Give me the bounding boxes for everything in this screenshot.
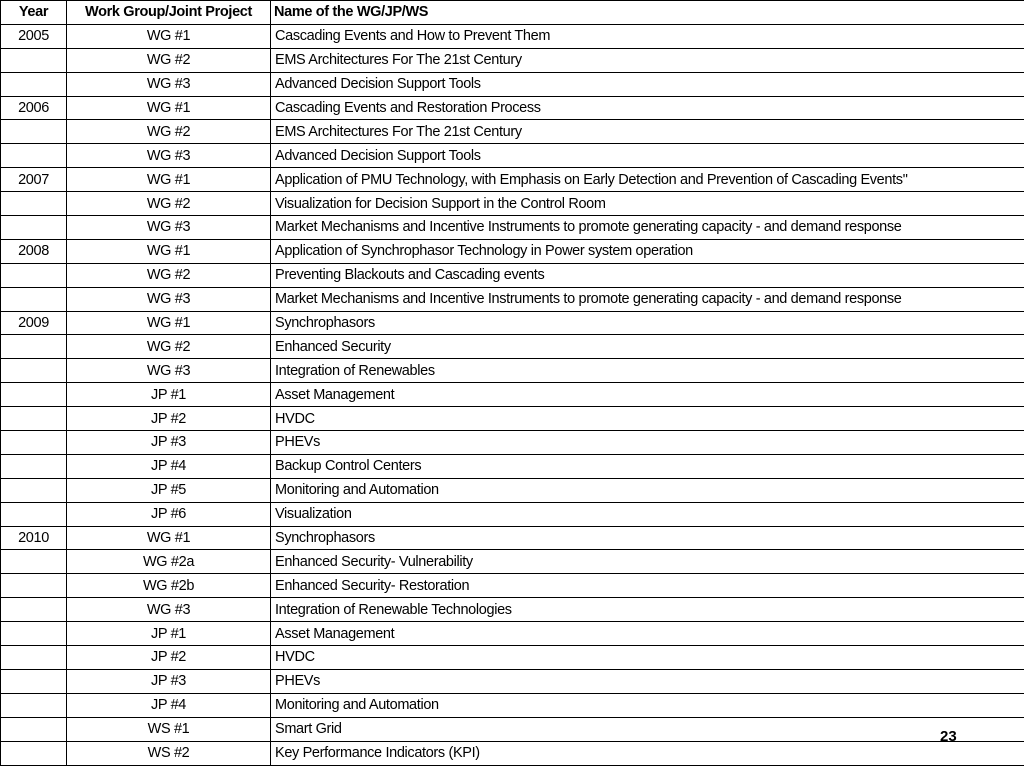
- cell-work-group: WG #2a: [67, 550, 271, 574]
- cell-name: Synchrophasors: [271, 526, 1024, 550]
- cell-year: [1, 669, 67, 693]
- cell-work-group: WG #2b: [67, 574, 271, 598]
- cell-year: [1, 72, 67, 96]
- cell-name: Monitoring and Automation: [271, 478, 1024, 502]
- table-row: [1, 383, 1024, 407]
- table-row: [1, 526, 1024, 550]
- table-row: [1, 646, 1024, 670]
- cell-work-group: WG #2: [67, 120, 271, 144]
- cell-work-group: JP #2: [67, 646, 271, 670]
- cell-name: Advanced Decision Support Tools: [271, 72, 1024, 96]
- table-row: [1, 502, 1024, 526]
- cell-work-group: JP #5: [67, 478, 271, 502]
- cell-work-group: JP #3: [67, 431, 271, 455]
- cell-name: Smart Grid: [271, 717, 1024, 741]
- cell-name: Backup Control Centers: [271, 454, 1024, 478]
- header-year: Year: [1, 1, 67, 25]
- cell-year: [1, 622, 67, 646]
- cell-year: [1, 550, 67, 574]
- table-row: [1, 168, 1024, 192]
- cell-work-group: JP #1: [67, 383, 271, 407]
- cell-name: Enhanced Security: [271, 335, 1024, 359]
- cell-name: Application of PMU Technology, with Emphasis on Early Detection and Prevention of Cascading Events": [271, 168, 1024, 192]
- table-row: [1, 335, 1024, 359]
- cell-name: Cascading Events and Restoration Process: [271, 96, 1024, 120]
- table-row: [1, 263, 1024, 287]
- cell-year: [1, 359, 67, 383]
- cell-year: 2010: [1, 526, 67, 550]
- cell-work-group: WS #1: [67, 717, 271, 741]
- cell-year: [1, 192, 67, 216]
- cell-name: EMS Architectures For The 21st Century: [271, 48, 1024, 72]
- cell-work-group: WG #2: [67, 263, 271, 287]
- table-row: [1, 407, 1024, 431]
- table-row: [1, 717, 1024, 741]
- table-row: [1, 72, 1024, 96]
- cell-year: [1, 263, 67, 287]
- cell-name: Enhanced Security- Restoration: [271, 574, 1024, 598]
- cell-year: [1, 693, 67, 717]
- header-work-group: Work Group/Joint Project: [67, 1, 271, 25]
- table-row: [1, 431, 1024, 455]
- cell-name: PHEVs: [271, 669, 1024, 693]
- cell-work-group: JP #4: [67, 454, 271, 478]
- cell-year: 2009: [1, 311, 67, 335]
- table-row: [1, 478, 1024, 502]
- cell-year: [1, 120, 67, 144]
- cell-year: [1, 287, 67, 311]
- cell-name: EMS Architectures For The 21st Century: [271, 120, 1024, 144]
- cell-name: Monitoring and Automation: [271, 693, 1024, 717]
- cell-work-group: JP #1: [67, 622, 271, 646]
- table-header-row: [1, 1, 1024, 25]
- table-row: [1, 311, 1024, 335]
- cell-name: Market Mechanisms and Incentive Instruments to promote generating capacity - and demand response: [271, 216, 1024, 240]
- cell-work-group: WG #3: [67, 287, 271, 311]
- cell-work-group: WG #3: [67, 144, 271, 168]
- cell-name: Asset Management: [271, 383, 1024, 407]
- table-body: [1, 24, 1024, 765]
- cell-year: 2007: [1, 168, 67, 192]
- cell-name: Market Mechanisms and Incentive Instruments to promote generating capacity - and demand response: [271, 287, 1024, 311]
- cell-name: HVDC: [271, 407, 1024, 431]
- header-name: Name of the WG/JP/WS: [271, 1, 1024, 25]
- cell-work-group: JP #3: [67, 669, 271, 693]
- table-row: [1, 96, 1024, 120]
- cell-name: Enhanced Security- Vulnerability: [271, 550, 1024, 574]
- table-row: [1, 693, 1024, 717]
- cell-name: Advanced Decision Support Tools: [271, 144, 1024, 168]
- cell-name: Key Performance Indicators (KPI): [271, 741, 1024, 765]
- cell-name: Preventing Blackouts and Cascading events: [271, 263, 1024, 287]
- table-row: [1, 144, 1024, 168]
- cell-work-group: WG #3: [67, 598, 271, 622]
- cell-year: [1, 144, 67, 168]
- cell-name: HVDC: [271, 646, 1024, 670]
- cell-year: [1, 717, 67, 741]
- cell-work-group: WG #1: [67, 526, 271, 550]
- cell-name: Integration of Renewables: [271, 359, 1024, 383]
- cell-year: 2008: [1, 239, 67, 263]
- cell-name: Integration of Renewable Technologies: [271, 598, 1024, 622]
- table-row: [1, 741, 1024, 765]
- cell-year: [1, 216, 67, 240]
- cell-work-group: WG #3: [67, 216, 271, 240]
- cell-year: [1, 335, 67, 359]
- table-row: [1, 598, 1024, 622]
- table-row: [1, 550, 1024, 574]
- cell-year: [1, 478, 67, 502]
- table-row: [1, 669, 1024, 693]
- cell-year: [1, 407, 67, 431]
- cell-work-group: WG #2: [67, 192, 271, 216]
- table-row: [1, 239, 1024, 263]
- cell-year: 2006: [1, 96, 67, 120]
- table-row: [1, 48, 1024, 72]
- cell-work-group: WG #1: [67, 24, 271, 48]
- cell-work-group: JP #2: [67, 407, 271, 431]
- cell-year: [1, 646, 67, 670]
- table-row: [1, 454, 1024, 478]
- cell-year: [1, 431, 67, 455]
- table-row: [1, 574, 1024, 598]
- cell-year: [1, 741, 67, 765]
- cell-work-group: JP #4: [67, 693, 271, 717]
- table-row: [1, 120, 1024, 144]
- cell-name: Synchrophasors: [271, 311, 1024, 335]
- table-row: [1, 359, 1024, 383]
- cell-work-group: WG #1: [67, 311, 271, 335]
- cell-work-group: WG #2: [67, 335, 271, 359]
- cell-year: [1, 383, 67, 407]
- cell-name: Asset Management: [271, 622, 1024, 646]
- cell-name: Visualization for Decision Support in the Control Room: [271, 192, 1024, 216]
- table-row: [1, 622, 1024, 646]
- cell-name: PHEVs: [271, 431, 1024, 455]
- cell-work-group: WS #2: [67, 741, 271, 765]
- cell-year: [1, 574, 67, 598]
- table-row: [1, 216, 1024, 240]
- table-row: [1, 287, 1024, 311]
- cell-year: [1, 598, 67, 622]
- cell-name: Visualization: [271, 502, 1024, 526]
- cell-work-group: WG #3: [67, 359, 271, 383]
- page-number: 23: [940, 728, 957, 745]
- cell-work-group: WG #1: [67, 168, 271, 192]
- cell-name: Cascading Events and How to Prevent Them: [271, 24, 1024, 48]
- cell-work-group: WG #1: [67, 96, 271, 120]
- cell-year: [1, 48, 67, 72]
- cell-year: [1, 454, 67, 478]
- table-row: [1, 24, 1024, 48]
- cell-year: 2005: [1, 24, 67, 48]
- cell-work-group: WG #3: [67, 72, 271, 96]
- cell-work-group: JP #6: [67, 502, 271, 526]
- cell-work-group: WG #2: [67, 48, 271, 72]
- cell-year: [1, 502, 67, 526]
- cell-work-group: WG #1: [67, 239, 271, 263]
- table-row: [1, 192, 1024, 216]
- cell-name: Application of Synchrophasor Technology in Power system operation: [271, 239, 1024, 263]
